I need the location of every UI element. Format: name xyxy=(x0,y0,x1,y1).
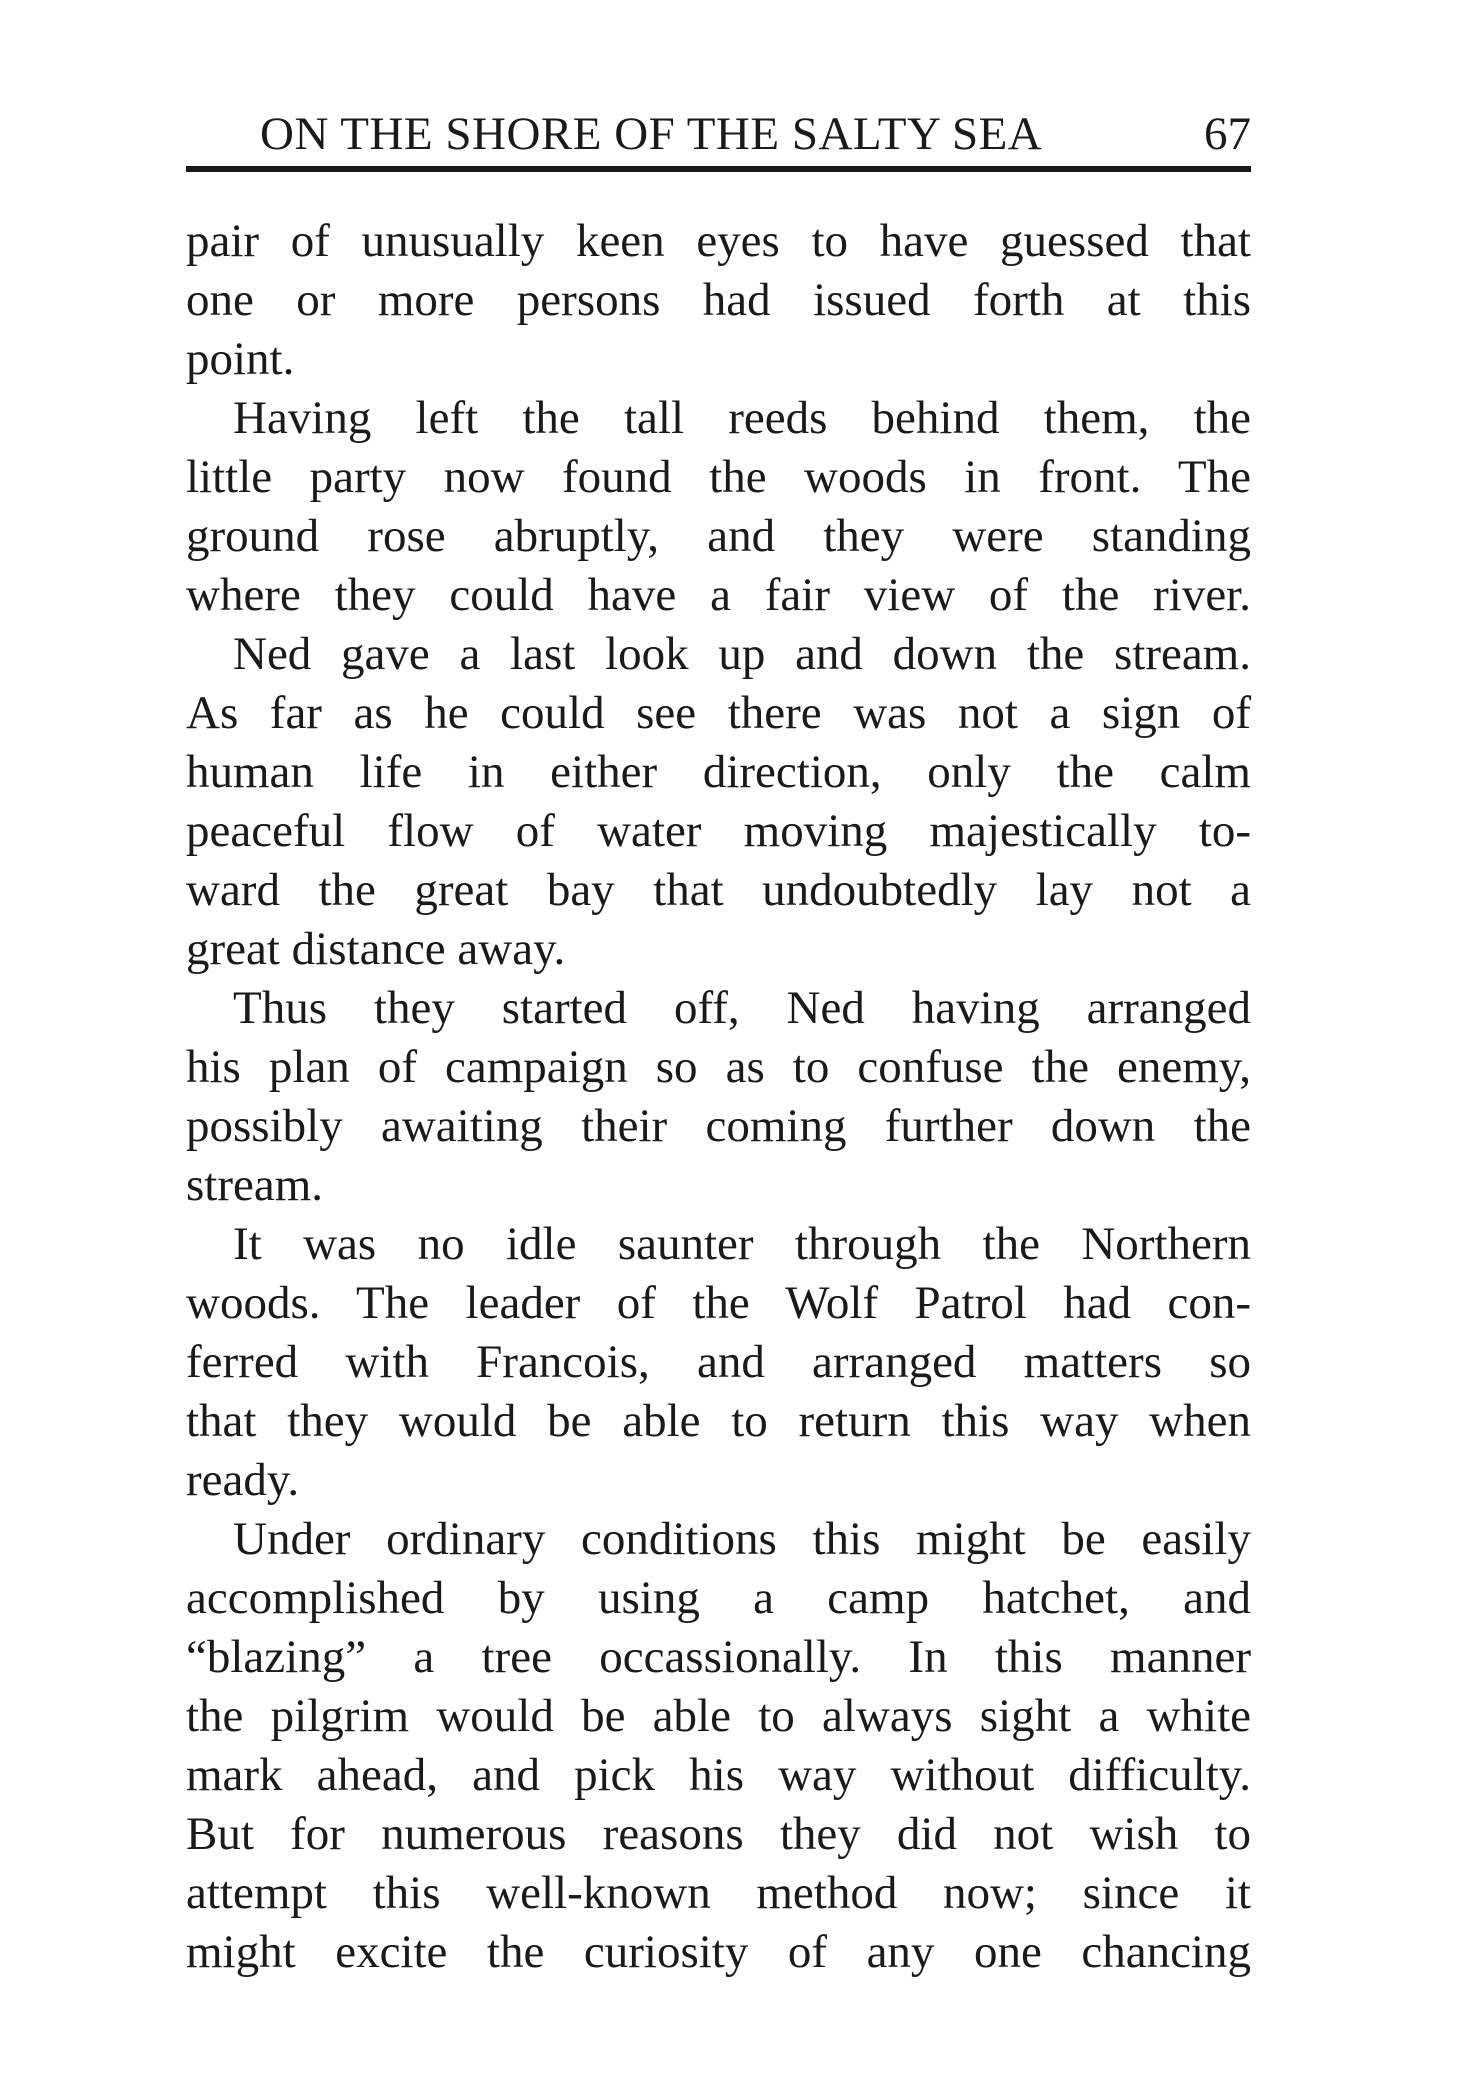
text-line: “blazing” a tree occassionally. In this manner xyxy=(186,1631,1251,1683)
text-line: point. xyxy=(186,333,295,385)
text-line: Under ordinary conditions this might be easily xyxy=(233,1513,1251,1565)
page-number: 67 xyxy=(1204,108,1251,160)
text-line: human life in either direction, only the calm xyxy=(186,746,1251,798)
text-line: peaceful flow of water moving majestically to- xyxy=(186,805,1251,857)
text-line: possibly awaiting their coming further down the xyxy=(186,1100,1251,1152)
text-line: little party now found the woods in front. The xyxy=(186,451,1251,503)
body-text xyxy=(186,212,1251,1982)
text-line: Thus they started off, Ned having arranged xyxy=(233,982,1251,1034)
running-head xyxy=(186,104,1251,164)
text-line: pair of unusually keen eyes to have guessed that xyxy=(186,215,1251,267)
text-line: Ned gave a last look up and down the stream. xyxy=(233,628,1251,680)
running-head-title: ON THE SHORE OF THE SALTY SEA xyxy=(260,108,1043,160)
text-line: As far as he could see there was not a sign of xyxy=(186,687,1251,739)
text-line: great distance away. xyxy=(186,923,566,975)
text-line: ground rose abruptly, and they were standing xyxy=(186,510,1251,562)
text-line: ward the great bay that undoubtedly lay not a xyxy=(186,864,1251,916)
text-line: that they would be able to return this way when xyxy=(186,1395,1251,1447)
text-line: his plan of campaign so as to confuse the enemy, xyxy=(186,1041,1251,1093)
text-line: might excite the curiosity of any one chancing xyxy=(186,1926,1251,1978)
text-line: mark ahead, and pick his way without difficulty. xyxy=(186,1749,1251,1801)
text-line: accomplished by using a camp hatchet, and xyxy=(186,1572,1251,1624)
text-line: attempt this well-known method now; since it xyxy=(186,1867,1251,1919)
text-line: ready. xyxy=(186,1454,300,1506)
text-line: But for numerous reasons they did not wish to xyxy=(186,1808,1251,1860)
text-line: one or more persons had issued forth at this xyxy=(186,274,1251,326)
text-line: stream. xyxy=(186,1159,324,1211)
text-line: the pilgrim would be able to always sight a white xyxy=(186,1690,1251,1742)
text-line: ferred with Francois, and arranged matters so xyxy=(186,1336,1251,1388)
header-rule xyxy=(186,166,1251,172)
text-line: Having left the tall reeds behind them, the xyxy=(233,392,1251,444)
text-line: where they could have a fair view of the river. xyxy=(186,569,1251,621)
text-line: woods. The leader of the Wolf Patrol had con- xyxy=(186,1277,1251,1329)
text-line: It was no idle saunter through the Northern xyxy=(233,1218,1251,1270)
